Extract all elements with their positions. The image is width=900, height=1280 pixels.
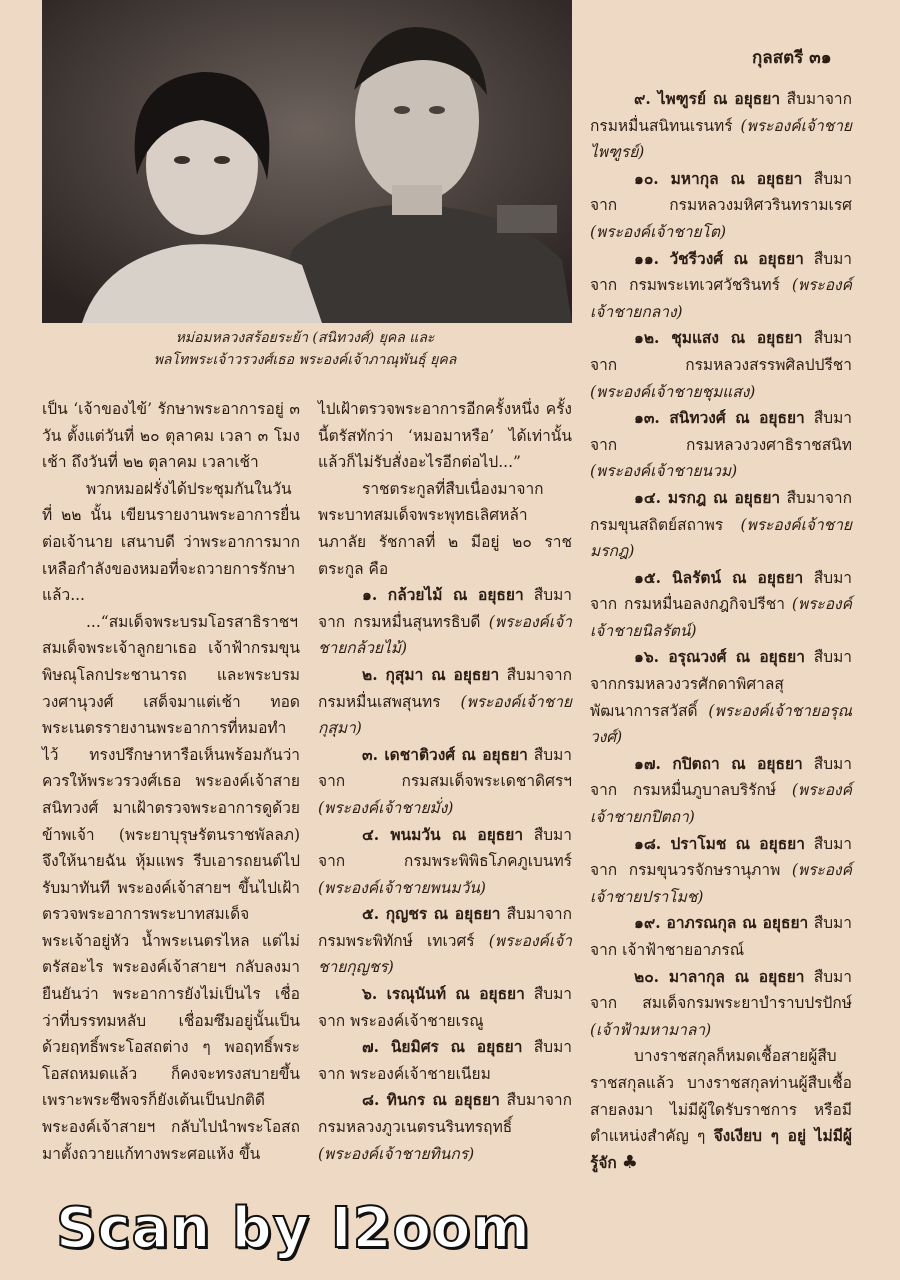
family-entry (318, 901, 572, 981)
family-lineage: สืบมาจาก เจ้าฟ้าชายอาภรณ์ (590, 914, 852, 959)
column-1 (42, 396, 300, 1167)
closing-bold: จึงเงียบ ๆ อยู่ ไม่มีผู้รู้จัก (590, 1126, 852, 1172)
family-lineage: สืบมาจาก กรมพระพิพิธโภคภูเบนทร์ (318, 825, 572, 871)
family-lineage: สืบมาจาก สมเด็จกรมพระยาบำราบปรปักษ์ (590, 967, 852, 1013)
family-origin: (พระองค์เจ้าชายนิลรัตน์) (590, 595, 852, 640)
family-origin: (พระองค์เจ้าชายอรุณวงศ์) (590, 701, 852, 747)
family-entry (590, 325, 852, 405)
family-name: ๑๙. อาภรณกุล ณ อยุธยา (634, 913, 809, 933)
family-origin: (พระองค์เจ้าชายไพฑูรย์) (590, 116, 852, 162)
family-name: ๕. กุญชร ณ อยุธยา (362, 904, 501, 924)
family-lineage: สืบมาจาก กรมพระพิทักษ์ เทเวศร์ (318, 905, 572, 950)
family-list-part-1 (318, 582, 572, 1167)
family-lineage: สืบมาจาก กรมขุนสถิตย์สถาพร (590, 488, 852, 534)
family-origin: (พระองค์เจ้าชายปราโมช) (590, 861, 852, 906)
family-origin: (พระองค์เจ้าชายนวม) (590, 462, 738, 481)
paragraph: ...“สมเด็จพระบรมโอรสาธิราชฯ สมเด็จพระเจ้าลูกยาเธอ เจ้าฟ้ากรมขุนพิษณุโลกประชานารถ และพระบรมวงศานุวงศ์ เสด็จมาแต่เช้า ทอดพระเนตรรายงานพระอาการที่หมอทำไว้ ทรงปรึกษาหารือเห็นพร้อมกันว่าควรให้พระวรวงศ์เธอ พระองค์เจ้าสายสนิทวงศ์ มาเฝ้าตรวจพระอาการดูด้วยข้าพเจ้า (พระยาบุรุษรัตนราชพัลลภ) จึงให้นายฉัน หุ้มแพร รีบเอารถยนต์ไปรับมาทันที พระองค์เจ้าสายฯ ขึ้นไปเฝ้าตรวจพระอาการพระบาทสมเด็จพระเจ้าอยู่หัว น้ำพระเนตรไหล แต่ไม่ตรัสอะไร พระองค์เจ้าสายฯ กลับลงมายืนยันว่า พระอาการยังไม่เป็นไร เชื่อว่าที่บรรทมหลับ เชื่อมซึมอยู่นั้นเป็นด้วยฤทธิ์พระโอสถต่าง ๆ พอฤทธิ์พระโอสถหมดแล้ว ก็คงจะทรงสบายขึ้น เพราะพระชีพจรก็ยังเต้นเป็นปกติดี พระองค์เจ้าสายฯ กลับไปนำพระโอสถมาตั้งถวายแก้ทางพระศอแห้ง ขึ้น (42, 612, 300, 1163)
paragraph: ไปเฝ้าตรวจพระอาการอีกครั้งหนึ่ง ครั้งนี้ตรัสทักว่า ‘หมอมาหรือ’ ได้เท่านั้น แล้วก็ไม่รับสั่งอะไรอีกต่อไป...” (318, 400, 572, 472)
family-lineage: สืบมาจาก กรมสมเด็จพระเดชาดิศรฯ (318, 745, 572, 791)
closing-text: บางราชสกุลก็หมดเชื้อสายผู้สืบราชสกุลแล้ว บางราชสกุลท่านผู้สืบเชื้อสายลงมา ไม่มีผู้ใดรับราชการ หรือมีตำแหน่งสำคัญ ๆ (590, 1047, 852, 1146)
family-lineage: สืบมาจาก กรมหลวงวงศาธิราชสนิท (590, 409, 852, 454)
family-name: ๑๑. วัชรีวงศ์ ณ อยุธยา (634, 248, 804, 268)
family-name: ๓. เดชาติวงศ์ ณ อยุธยา (362, 744, 528, 764)
closing-paragraph (590, 1043, 852, 1176)
family-origin: (พระองค์เจ้าชายกลาง) (590, 276, 852, 321)
family-entry (590, 644, 852, 750)
family-lineage: สืบมาจาก กรมหมื่นภูบาลบริรักษ์ (590, 754, 852, 800)
column-2 (318, 396, 572, 1167)
family-lineage: สืบมาจาก กรมขุนวรจักษรานุภาพ (590, 834, 852, 880)
paragraph: เป็น ‘เจ้าของไข้’ รักษาพระอาการอยู่ ๓ วัน ตั้งแต่วันที่ ๒๐ ตุลาคม เวลา ๓ โมงเช้า ถึงวันที่ ๒๒ ตุลาคม เวลาเช้า (42, 400, 300, 472)
family-lineage: สืบมาจาก กรมหมื่นสุนทรธิบดี (318, 586, 572, 631)
family-origin: (พระองค์เจ้าชายทินกร) (318, 1144, 475, 1163)
family-entry (590, 910, 852, 963)
family-entry (590, 751, 852, 831)
family-entry (318, 662, 572, 742)
family-name: ๑๗. กปิตถา ณ อยุธยา (634, 753, 803, 773)
family-name: ๑. กล้วยไม้ ณ อยุธยา (362, 585, 524, 605)
family-entry (590, 405, 852, 485)
family-lineage: สืบมาจาก กรมพระเทเวศวัชรินทร์ (590, 249, 852, 295)
family-origin: (พระองค์เจ้าชายกุญชร) (318, 931, 572, 977)
family-name: ๑๖. อรุณวงศ์ ณ อยุธยา (634, 647, 805, 667)
family-name: ๑๘. ปราโมช ณ อยุธยา (634, 833, 805, 853)
family-entry (318, 822, 572, 902)
portrait-image (42, 0, 572, 323)
page-header: กุลสตรี ๓๑ (752, 48, 832, 68)
family-entry (590, 166, 852, 246)
caption-line-2: พลโทพระเจ้าวรวงศ์เธอ พระองค์เจ้าภาณุพันธุ์ ยุคล (153, 352, 457, 368)
family-name: ๒. กุสุมา ณ อยุธยา (362, 664, 500, 684)
family-origin: (พระองค์เจ้าชายมั่ง) (318, 798, 454, 817)
family-origin: (พระองค์เจ้าชายกปิตถา) (590, 781, 852, 827)
family-entry (318, 582, 572, 662)
photo-caption (60, 327, 550, 371)
family-lineage: สืบมาจาก พระองค์เจ้าชายเนียม (318, 1038, 572, 1083)
family-origin: (เจ้าฟ้ามหามาลา) (590, 1020, 712, 1039)
family-name: ๘. ทินกร ณ อยุธยา (362, 1090, 500, 1110)
column-3 (590, 86, 852, 1176)
caption-line-1: หม่อมหลวงสร้อยระย้า (สนิทวงศ์) ยุคล และ (175, 330, 435, 346)
paragraph: ราชตระกูลที่สืบเนื่องมาจากพระบาทสมเด็จพระพุทธเลิศหล้านภาลัย รัชกาลที่ ๒ มีอยู่ ๒๐ ราชตระกูล คือ (318, 479, 572, 578)
family-name: ๒๐. มาลากุล ณ อยุธยา (634, 966, 805, 986)
family-entry (590, 964, 852, 1044)
family-name: ๙. ไพฑูรย์ ณ อยุธยา (634, 89, 781, 108)
family-name: ๑๓. สนิทวงศ์ ณ อยุธยา (634, 408, 805, 428)
family-entry (318, 742, 572, 822)
paragraph: พวกหมอฝรั่งได้ประชุมกันในวันที่ ๒๒ นั้น เขียนรายงานพระอาการยื่นต่อเจ้านาย เสนาบดี ว่าพระอาการมากเหลือกำลังของหมอที่จะถวายการรักษาแล้ว... (42, 479, 300, 605)
family-lineage: สืบมาจาก กรมหมื่นอลงกฎกิจปรีชา (590, 568, 852, 614)
family-entry (318, 1087, 572, 1167)
family-name: ๑๐. มหากุล ณ อยุธยา (634, 168, 803, 188)
family-origin: (พระองค์เจ้าชายกุสุมา) (318, 692, 572, 738)
family-lineage: สืบมาจาก กรมหมื่นสนิทนเรนทร์ (590, 90, 852, 135)
family-list-part-2 (590, 86, 852, 1043)
family-lineage: สืบมาจาก กรมหลวงภูวเนตรนรินทรฤทธิ์ (318, 1091, 572, 1137)
family-entry (590, 246, 852, 326)
family-lineage: สืบมาจาก กรมหลวงมหิศวรินทรามเรศ (590, 169, 852, 215)
family-entry (590, 485, 852, 565)
family-name: ๖. เรณุนันท์ ณ อยุธยา (362, 984, 525, 1004)
family-name: ๑๒. ชุมแสง ณ อยุธยา (634, 328, 803, 348)
family-origin: (พระองค์เจ้าชายโต) (590, 222, 726, 241)
family-entry (590, 831, 852, 911)
family-entry (590, 565, 852, 645)
family-lineage: สืบมาจาก พระองค์เจ้าชายเรณู (318, 985, 572, 1030)
family-name: ๗. นิยมิศร ณ อยุธยา (362, 1037, 523, 1057)
club-icon: ♣ (621, 1151, 638, 1173)
family-name: ๑๔. มรกฎ ณ อยุธยา (634, 487, 781, 507)
family-name: ๔. พนมวัน ณ อยุธยา (362, 824, 524, 844)
family-entry (590, 86, 852, 166)
family-origin: (พระองค์เจ้าชายชุมแสง) (590, 382, 756, 401)
family-origin: (พระองค์เจ้าชายมรกฎ) (590, 515, 852, 561)
family-origin: (พระองค์เจ้าชายกล้วยไม้) (318, 612, 572, 658)
family-name: ๑๕. นิลรัตน์ ณ อยุธยา (634, 567, 804, 587)
family-entry (318, 1034, 572, 1087)
scan-watermark: Scan by I2oom (56, 1196, 531, 1261)
family-lineage: สืบมาจาก กรมหมื่นเสพสุนทร (318, 665, 572, 711)
family-entry (318, 981, 572, 1034)
family-origin: (พระองค์เจ้าชายพนมวัน) (318, 878, 486, 897)
portrait-photo (42, 0, 572, 323)
family-lineage: สืบมาจากกรมหลวงวรศักดาพิศาลสุพัฒนาการสวัสดิ์ (590, 648, 853, 720)
family-lineage: สืบมาจาก กรมหลวงสรรพศิลปปรีชา (590, 329, 852, 374)
